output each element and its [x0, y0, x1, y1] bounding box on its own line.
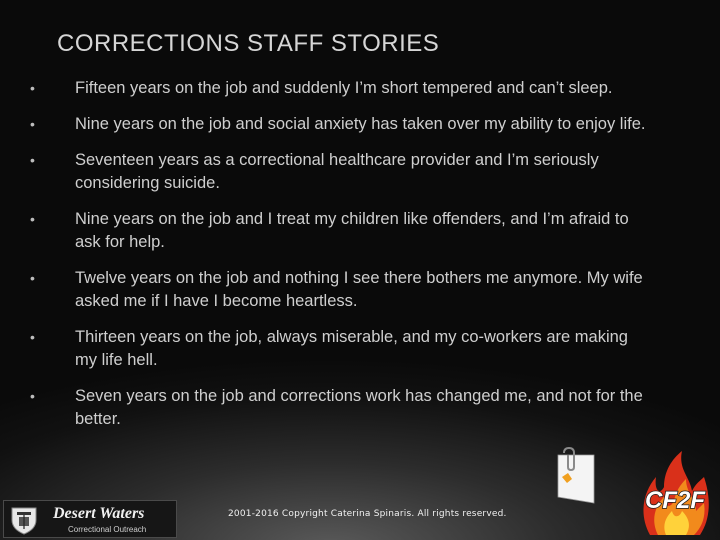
list-item: [30, 326, 690, 372]
logo-name: Desert Waters: [53, 505, 145, 522]
bullet-text: Nine years on the job and I treat my children like offenders, and I’m afraid to ask for help.: [75, 210, 629, 251]
paperclip-note-icon: [552, 447, 598, 505]
bullet-marker: •: [30, 388, 35, 404]
bullet-text: Fifteen years on the job and suddenly I’m short tempered and can’t sleep.: [75, 79, 613, 97]
copyright-notice: 2001-2016 Copyright Caterina Spinaris. All rights reserved.: [228, 509, 507, 519]
slide-title: CORRECTIONS STAFF STORIES: [57, 30, 440, 57]
cf2f-logo-text: [634, 470, 716, 530]
bullet-marker: •: [30, 80, 35, 96]
cf2f-text: CF2F: [645, 487, 705, 514]
list-item: [30, 385, 690, 431]
list-item: [30, 77, 690, 100]
shield-crest-icon: [9, 505, 39, 535]
list-item: [30, 267, 690, 313]
bullet-marker: •: [30, 270, 35, 286]
bullet-list: [30, 77, 690, 431]
bullet-marker: •: [30, 211, 35, 227]
logo-subtitle: Correctional Outreach: [68, 525, 147, 534]
list-item: [30, 208, 690, 254]
bullet-text: Thirteen years on the job, always miserable, and my co-workers are making my life hell.: [75, 328, 628, 369]
list-item: [30, 149, 690, 195]
bullet-text: Seven years on the job and corrections work has changed me, and not for the better.: [75, 387, 643, 428]
bullet-marker: •: [30, 329, 35, 345]
list-item: [30, 113, 690, 136]
bullet-text: Nine years on the job and social anxiety has taken over my ability to enjoy life.: [75, 115, 646, 133]
bullet-text: Seventeen years as a correctional healthcare provider and I’m seriously considering suicide.: [75, 151, 599, 192]
desert-waters-logo: [3, 500, 177, 538]
bullet-marker: •: [30, 152, 35, 168]
bullet-text: Twelve years on the job and nothing I see there bothers me anymore. My wife asked me if I have I become heartless.: [75, 269, 643, 310]
bullet-marker: •: [30, 116, 35, 132]
